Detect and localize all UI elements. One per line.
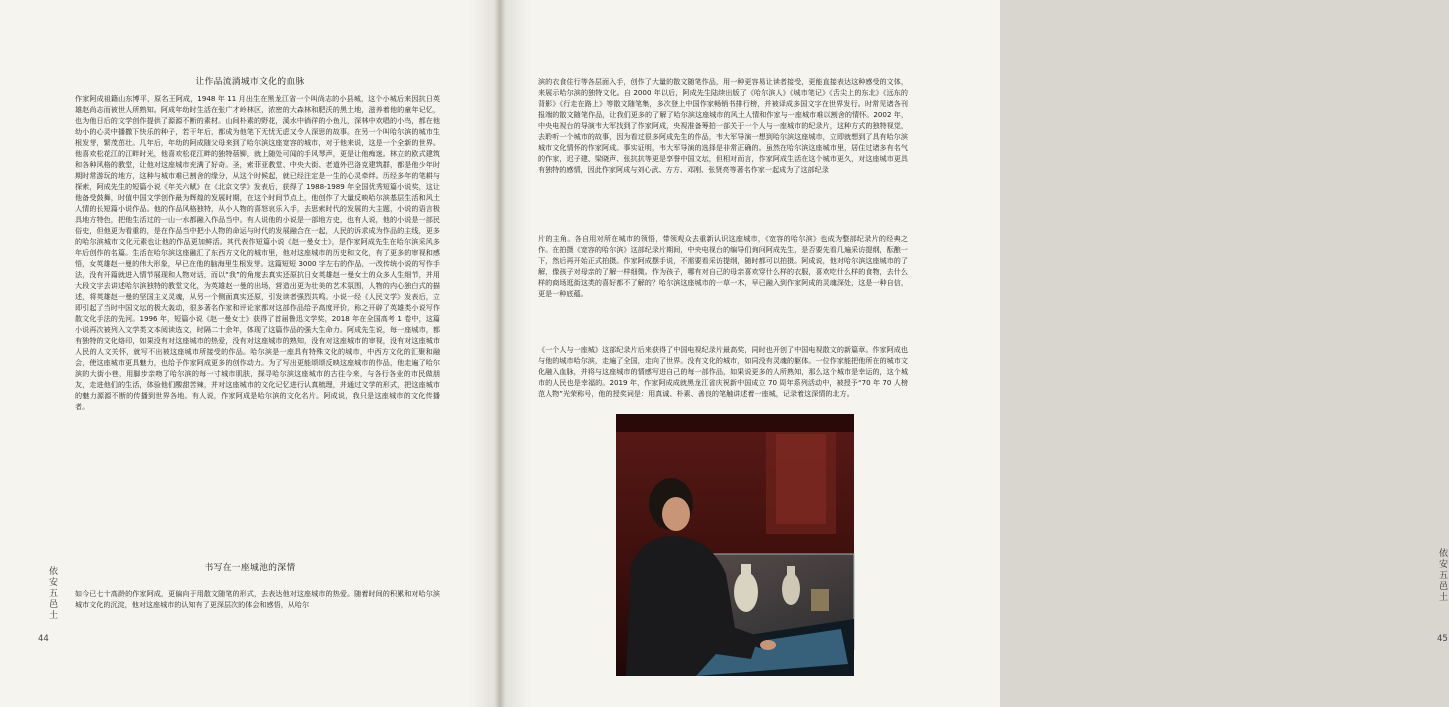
photo-illustration: [616, 414, 854, 676]
article-title: 让作品流淌城市文化的血脉: [195, 77, 305, 87]
section-body: 如今已七十高龄的作家阿成，更偏向于用散文随笔的形式，去表达他对这座城市的热爱。随着时间的积累和对哈尔滨城市文化的沉淀，他对这座城市的认知有了更深层次的体会和感悟，从哈尔: [75, 589, 440, 609]
article-body-award: 《一个人与一座城》这部纪录片后来获得了中国电视纪录片最高奖，同时也开创了中国电视散文的新篇章。作家阿成也与他的城市哈尔滨，走遍了全国，走向了世界。没有文化的城市，如同没有灵魂的躯体。一位作家能把他所在的城市文化融入血脉，并将与这座城市的情感写进自己的每一部作品，如果说更多的人所熟知，那么这个城市是幸运的，这个城市的人民也是幸福的。2019 年，作家阿成成就黑龙江省庆祝新中国成立 70 周年系列活动中，被授予“70 年 70 人榜范人物”光荣称号，他的授奖词是：用真诚、朴素、善良的笔触讲述着一座城，记录着这深情的北方。: [538, 345, 908, 398]
man-viewing-museum-display-photo: [616, 414, 854, 676]
article-body: 作家阿成祖籍山东博平，原名王阿成，1948 年 11 月出生在黑龙江省一个叫尚志的小县城，这个小城后来因抗日英雄赵尚志而被世人所熟知。阿成年幼时生活在张广才岭林区，浓密的大森林和肥沃的黑土地，滋养着他的童年记忆，也为他日后的文学创作提供了源源不断的素材。山间朴素的野花，溪水中徜徉的小鱼儿，深林中欢唱的小鸟，都在他幼小的心灵中播撒下快乐的种子，若干年后，都成为他笔下无忧无虑又令人深思的故事。在另一个叫哈尔滨的城市生根发芽，繁茂茁壮。几年后，年幼的阿成随父母来到了哈尔滨这座宽容的城市，对于他来说，这是一个全新的世界。他喜欢松花江的江畔时光，他喜欢松花江畔的独特蓓铆，就上随处可闻的手风琴声，更是让他痴迷。林立的欧式建筑和各种风格的教堂，让他对这座城市充满了好奇。圣，索菲亚教堂、中央大街、老道外巴洛克建筑群，都是他少年时期时常游玩的地方，这种与城市难已割舍的缘分，从这个时候起，就已经注定是一生的心灵牵绊。历经多年的笔耕与探索，阿成先生的短篇小说《年关六赋》在《北京文学》发表后，获得了 1988-1989 年全国优秀短篇小说奖，这让他备受鼓舞，时值中国文学创作最为辉煌的发展时期，在这个时间节点上，他创作了大量反映哈尔滨基层生活和风土人情的长短篇小说作品。他的作品风格独特，从小人物的喜怒哀乐入手，去思索时代的发展的大主题，小说的语言极具地方特色，把他生活过的一山一水都融入作品当中。有人说他的小说是一部地方史，也有人说，他的小说是一部民俗史，但他更为看重的，是在作品当中把小人物的命运与时代的发展融合在一起，人民的诉求成为作品的主线，更多的哈尔滨城市文化元素也让他的作品更加鲜活。其代表作短篇小说《赵一曼女士》，是作家阿成先生在哈尔滨采风多年后创作的名篇。生活在哈尔滨这座融汇了东西方文化的城市里，他对这座城市的历史和文化，有了更多的审视和感悟，女英雄赵一曼的伟大形象，早已在他的脑海里生根发芽。这篇短短 3000 字左右的作品，一改传统小说的写作手法，没有开篇就进入情节展现和人物对话，而以“我”的角度去真实还原抗日女英雄赵一曼女士的众多人生细节，并用大段文字去讲述哈尔滨独特的教堂文化，为英雄赵一曼的出场，营造出更为壮美的艺术氛围，人物的内心独白式的描述，将英雄赵一曼的坚国主义灵魂，从另一个侧面真实还原，引发读者强烈共鸣。小说一经《人民文学》发表后，立即引起了当时中国文坛的极大轰动，很多著名作家和评论家都对这部作品给予高度评价，称之开辟了英雄类小说写作散文化手法的先河。1996 年，短篇小说《赵一曼女士》获得了首届鲁迅文学奖，2018 年在全国高考 1 卷中，这篇小说再次被列入文学类文本阅读选文，时隔二十余年，体现了这篇作品的强大生命力。阿成先生说，每一座城市，都有独特的文化烙印，如果没有对这座城市的热爱，没有对这座城市的熟知，没有对这座城市的审视，没有对这座城市人民的人文关怀，就写不出被这座城市所接受的作品。哈尔滨是一座具有特殊文化的城市，中西方文化的汇聚和融会，使这座城市更具魅力，也给予作家阿成更多的创作动力。为了写出更能颂颂反映这座城市的作品，他走遍了哈尔滨的大街小巷，用脚步亲吻了哈尔滨的每一寸城市肌肤，探寻哈尔滨这座城市的古往今来，与各行各业的市民做朋友，走进他们的生活，体验他们酸甜苦辣，并对这座城市的文化记忆进行认真梳理，并通过文学的形式，把这座城市的魅力源源不断的传播到世界各地。有人说，作家阿成是哈尔滨的文化名片。阿成说，我只是这座城市的文化传播者。: [75, 94, 440, 411]
running-footer-label: 依安五邑土: [1437, 548, 1447, 603]
page-number: 44: [38, 634, 49, 644]
running-footer-label: 依安五邑土: [47, 566, 57, 621]
section-heading: 书写在一座城池的深情: [204, 563, 296, 573]
left-page: [0, 0, 494, 707]
page-number: 45: [1437, 634, 1448, 644]
article-body-documentary: 片的主角。各自用对所在城市的领悟，带领观众去重新认识这座城市，《宽容的哈尔滨》也成为整部纪录片的经典之作。在拍摄《宽容的哈尔滨》这部纪录片期间，中央电视台的编导们询问阿成先生，是否要先看几遍采访提纲，酝酿一下，然后再开始正式拍摄。作家阿成摆手说，不需要看采访提纲，随时都可以拍摄。阿成说，他对哈尔滨这座城市的了解，像孩子对母亲的了解一样细微。作为孩子，哪有对自己的母亲喜欢穿什么样的衣服，喜欢吃什么样的食物，去什么样的商场逛街这类的喜好都不了解的？哈尔滨这座城市的一草一木，早已融入到作家阿成的灵魂深处，这是一种自信，更是一种底蕴。: [538, 234, 908, 298]
book-gutter: [494, 0, 506, 707]
article-body-continued: 滨的衣食住行等各层面入手，创作了大量的散文随笔作品，用一种更容易让读者接受，更能直接表达这种感受的文体，来展示哈尔滨的独特文化。自 2000 年以后，阿成先生陆续出版了《哈尔滨人》《城市笔记》《舌尖上的东北》《远东的背影》《行走在路上》等散文随笔集，多次登上中国作家畅销书排行榜，并被译成多国文字在世界发行。时常见诸各刊报端的散文随笔作品，让我们更多的了解了哈尔滨这座城市的风土人情和作家与一座城市难以割舍的情怀。2002 年，中央电视台的导演韦大军找到了作家阿成，央视准备筹拍一部关于一个人与一座城市的纪录片，这种方式的独特视觉，去聆听一个城市的故事，因为看过很多阿成先生的作品，韦大军导演一想到哈尔滨这座城市，立即就想到了具有哈尔滨城市文化情怀的作家阿成。事实证明，韦大军导演的选择是非常正确的。虽然在哈尔滨这座城市里，居住过诸多有名气的作家，迟子建、梁晓声、张抗抗等更是享誉中国文坛，但相对而言，作家阿成生活在这个城市更久，对这座城市更具有独特的感情，因此作家阿成与刘心武、方方、邓刚、张贤亮等著名作家一起成为了这部纪录: [538, 77, 908, 174]
page-shadow: [469, 0, 494, 707]
page-shadow: [506, 0, 531, 707]
